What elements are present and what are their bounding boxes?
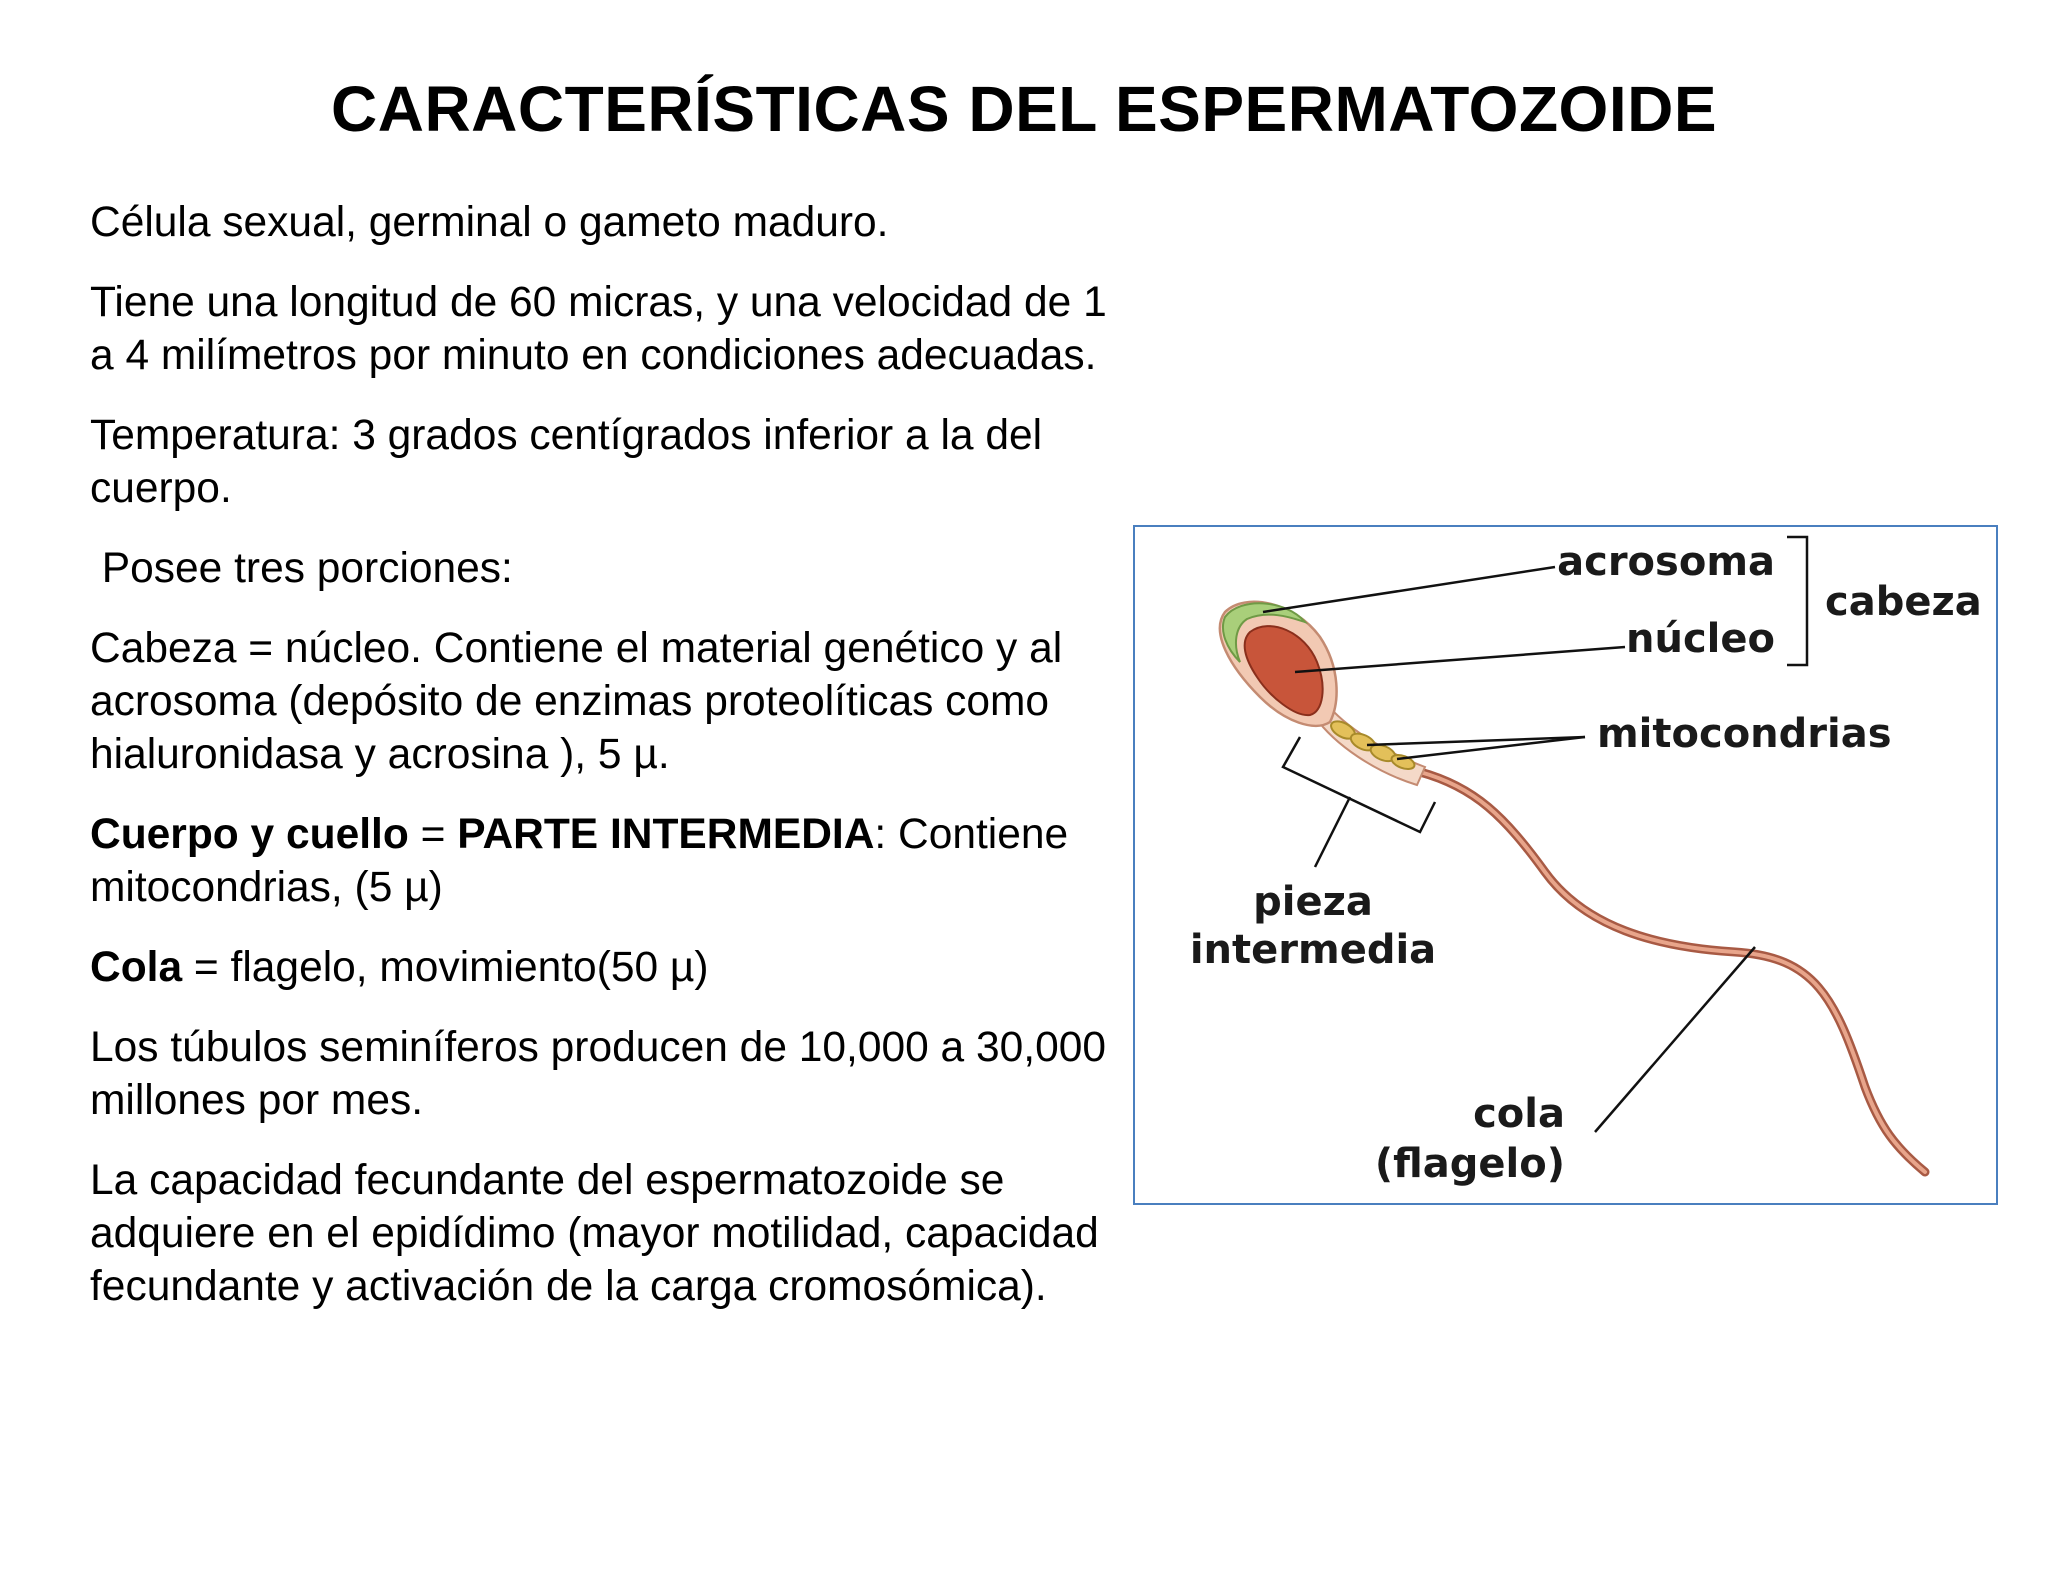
label-flagelo: (flagelo) xyxy=(1374,1141,1565,1187)
paragraph-capacitation: La capacidad fecundante del espermatozoide se adquiere en el epidídimo (mayor motilidad, capacidad fecundante y activación de la carga cromosómica). xyxy=(90,1157,1099,1310)
label-acrosoma: acrosoma xyxy=(1557,539,1775,585)
tail-desc: = flagelo, movimiento(50 µ) xyxy=(182,944,709,991)
paragraph-portions: Posee tres porciones: xyxy=(90,545,513,592)
label-intermedia: intermedia xyxy=(1189,927,1437,973)
paragraph-head: Cabeza = núcleo. Contiene el material genético y al acrosoma (depósito de enzimas proteolíticas como hialuronidasa y acrosina ), 5 µ. xyxy=(90,625,1063,778)
paragraph-tail xyxy=(90,941,1120,994)
label-pieza: pieza xyxy=(1253,879,1373,925)
paragraph-length-speed: Tiene una longitud de 60 micras, y una velocidad de 1 a 4 milímetros por minuto en condiciones adecuadas. xyxy=(90,279,1107,379)
page-title: CARACTERÍSTICAS DEL ESPERMATOZOIDE xyxy=(331,73,1717,145)
label-cola: cola xyxy=(1473,1091,1565,1137)
label-mitocondrias: mitocondrias xyxy=(1597,711,1892,757)
midpiece-term: Cuerpo y cuello xyxy=(90,811,409,858)
paragraph-temperature: Temperatura: 3 grados centígrados inferior a la del cuerpo. xyxy=(90,412,1043,512)
nucleo-pointer xyxy=(1295,647,1625,672)
label-nucleo: núcleo xyxy=(1626,616,1775,662)
body-text xyxy=(90,196,1120,1340)
cabeza-bracket xyxy=(1787,537,1807,665)
label-cabeza: cabeza xyxy=(1825,579,1982,625)
sperm-illustration xyxy=(1135,527,1995,1202)
midpiece-equals: = xyxy=(408,811,458,858)
midpiece-term-2: PARTE INTERMEDIA xyxy=(457,811,875,858)
midpiece-desc: : Contiene mitocondrias, (5 µ) xyxy=(90,811,1069,911)
cola-pointer xyxy=(1595,947,1755,1132)
paragraph-definition: Célula sexual, germinal o gameto maduro. xyxy=(90,199,889,246)
tail-term: Cola xyxy=(90,944,183,991)
pieza-pointer xyxy=(1315,797,1350,867)
paragraph-production: Los túbulos seminíferos producen de 10,000 a 30,000 millones por mes. xyxy=(90,1024,1106,1124)
acrosoma-pointer xyxy=(1263,567,1555,612)
paragraph-midpiece xyxy=(90,808,1120,914)
sperm-diagram xyxy=(1133,525,1998,1205)
